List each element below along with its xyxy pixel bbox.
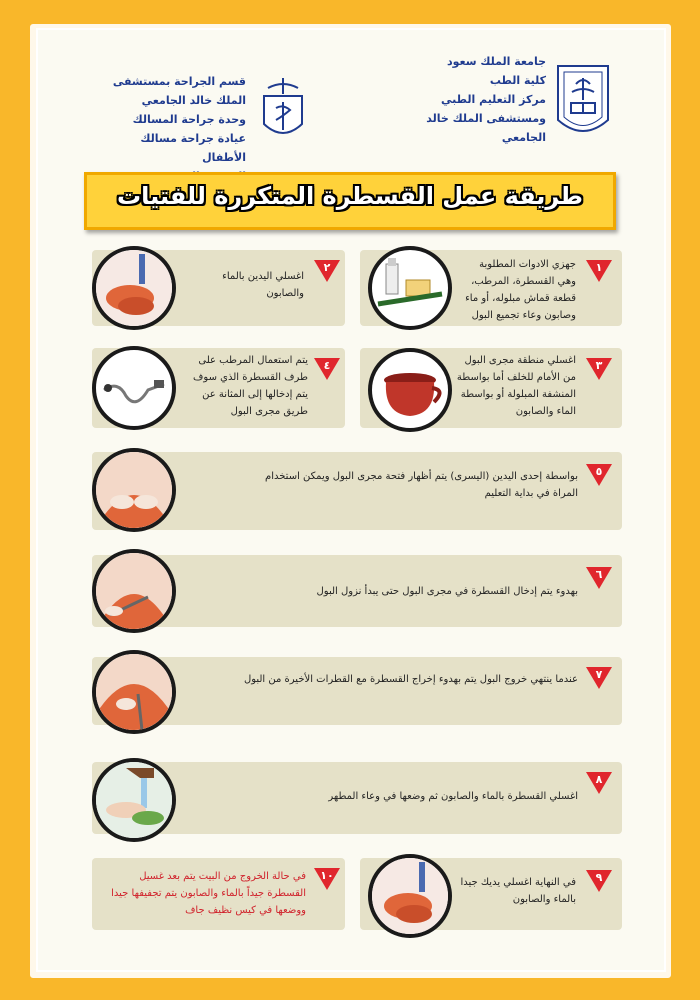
step-number-badge: ٦ (586, 567, 612, 589)
header-line: مركز التعليم الطبي (441, 93, 546, 106)
step-text: يتم استعمال المرطب على طرف القسطرة الذي سوف يتم إدخالها إلى المثانة عن طريق مجرى البول (193, 355, 308, 417)
step-text: اغسلي اليدين بالماء والصابون (222, 271, 304, 299)
king-saud-university-logo (554, 62, 612, 148)
step-number-badge: ٢ (314, 260, 340, 282)
step-text: اغسلي منطقة مجرى البول من الأمام للخلف أما بواسطة المنشفة المبلولة أو بواسطة الماء والصابون (456, 355, 576, 417)
step-number-badge: ١ (586, 260, 612, 282)
step-number-badge: ٤ (314, 358, 340, 380)
step-number-badge: ١٠ (314, 868, 340, 890)
hand-washing-image (92, 246, 176, 330)
catheter-removal-image (92, 650, 176, 734)
title-banner (84, 172, 616, 230)
catheter-insertion-image (92, 549, 176, 633)
header-line: جامعة الملك سعود (447, 55, 546, 68)
university-header (420, 52, 546, 147)
step-text: بواسطة إحدى اليدين (اليسرى) يتم أظهار فتحة مجرى البول ويمكن استخدام المراة في بداية التعليم (265, 471, 578, 499)
catheter-tube-image (92, 346, 176, 430)
washing-catheter-image (92, 758, 176, 842)
hospital-logo (258, 74, 308, 148)
step-text: في حالة الخروج من البيت يتم بعد غسيل القسطرة جيداً بالماء والصابون يتم تجفيفها جيدا ووضعها في كيس نظيف جاف (111, 871, 306, 916)
catheter-supplies-image (368, 246, 452, 330)
step-number-badge: ٣ (586, 358, 612, 380)
header-line: ومستشفى الملك خالد الجامعي (426, 112, 546, 144)
final-hand-wash-image (368, 854, 452, 938)
step-number-badge: ٨ (586, 772, 612, 794)
header-line: كلية الطب (489, 74, 546, 87)
step-text: اغسلي القسطرة بالماء والصابون ثم وضعها في وعاء المطهر (328, 791, 578, 802)
step-number-badge: ٩ (586, 870, 612, 892)
step-text: في النهاية اغسلي يديك جيدا بالماء والصابون (460, 877, 576, 905)
header-line: عيادة جراحة مسالك الأطفال (140, 132, 246, 164)
hands-opening-image (92, 448, 176, 532)
step-card-10 (92, 858, 345, 930)
header-line: وحدة جراحة المسالك (132, 113, 246, 126)
department-header (94, 72, 246, 186)
step-number-badge: ٧ (586, 667, 612, 689)
step-text: بهدوء يتم إدخال القسطرة في مجرى البول حتى يبدأ نزول البول (316, 586, 578, 597)
banner-title: طريقة عمل القسطرة المتكررة للفتيات (117, 182, 583, 210)
step-number-badge: ٥ (586, 464, 612, 486)
header-line: قسم الجراحة بمستشفى الملك خالد الجامعي (112, 75, 246, 107)
step-text: جهزي الادوات المطلوبة وهي القسطرة، المرطب، قطعة قماش مبلوله، أو ماء وصابون وعاء تجميع البول (465, 259, 576, 321)
step-text: عندما ينتهي خروج البول يتم بهدوء إخراج القسطرة مع القطرات الأخيرة من البول (243, 674, 578, 685)
urine-pot-image (368, 348, 452, 432)
